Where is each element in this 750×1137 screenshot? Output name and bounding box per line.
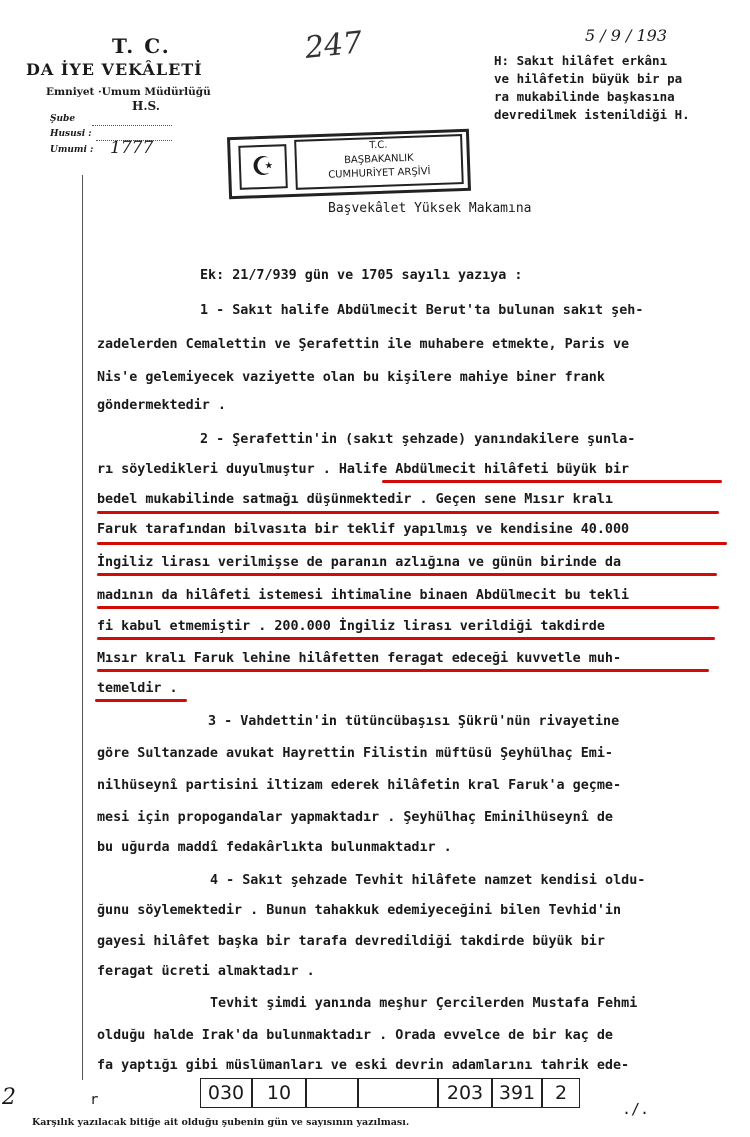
subject-block — [494, 52, 744, 124]
header-tc: T. C. — [112, 34, 171, 58]
body-line: Faruk tarafından bilvasıta bir teklif yapılmış ve kendisine 40.000 — [97, 522, 630, 537]
field-umumi-label: Umumi : — [50, 145, 94, 155]
body-line: fa yaptığı gibi müslümanları ve eski devrin adamlarını tahrik ede- — [97, 1058, 630, 1073]
body-line: 2 - Şerafettin'in (sakıt şehzade) yanındakilere şunla- — [200, 432, 636, 447]
recipient: Başvekâlet Yüksek Makamına — [328, 201, 532, 216]
ministry-name: DA İYE VEKÂLETİ — [26, 60, 203, 79]
reference-box — [358, 1078, 438, 1108]
margin-mark: r — [90, 1092, 99, 1108]
body-line: madının da hilâfeti istemesi ihtimaline binaen Abdülmecit bu tekli — [97, 588, 630, 603]
subject-line: devredilmek istenildiği H. — [494, 107, 690, 122]
red-underline — [97, 637, 715, 640]
archive-stamp — [227, 129, 471, 199]
field-husus-label: Hususi : — [50, 129, 92, 139]
body-line: 3 - Vahdettin'in tütüncübaşısı Şükrü'nün rivayetine — [208, 714, 620, 729]
body-line: 1 - Sakıt halife Abdülmecit Berut'ta bulunan sakıt şeh- — [200, 303, 644, 318]
reference-box: 10 — [252, 1078, 306, 1108]
body-line: Tevhit şimdi yanında meşhur Çercilerden Mustafa Fehmi — [210, 996, 638, 1011]
field-sube-label: Şube — [50, 114, 76, 124]
reference-box: 2 — [542, 1078, 580, 1108]
umumi-number: 1777 — [110, 138, 154, 158]
body-line: bedel mukabilinde satmağı düşünmektedir . Geçen sene Mısır kralı — [97, 492, 613, 507]
body-line: fi kabul etmemiştir . 200.000 İngiliz lirası verildiği takdirde — [97, 619, 605, 634]
red-underline — [95, 699, 187, 702]
subject-line: ve hilâfetin büyük bir pa — [494, 71, 683, 86]
field-sube-line — [92, 125, 172, 126]
body-line: olduğu halde Irak'da bulunmaktadır . Orada evvelce de bir kaç de — [97, 1028, 613, 1043]
body-line: rı söyledikleri duyulmuştur . Halife Abdülmecit hilâfeti büyük bir — [97, 462, 630, 477]
directorate-name: Emniyet ·Umum Müdürlüğü — [46, 86, 211, 98]
continuation-mark: ./. — [622, 1100, 650, 1118]
body-line: Ek: 21/7/939 gün ve 1705 sayılı yazıya : — [200, 268, 523, 283]
body-line: ğunu söylemektedir . Bunun tahakkuk edemiyeceğini bilen Tevhid'in — [97, 903, 622, 918]
body-line: İngiliz lirası verilmişse de paranın azlığına ve günün birinde da — [97, 555, 622, 570]
archive-stamp-text — [294, 134, 464, 190]
reference-box: 203 — [438, 1078, 492, 1108]
body-line: göndermektedir . — [97, 398, 226, 413]
reference-box — [306, 1078, 358, 1108]
body-line: zadelerden Cemalettin ve Şerafettin ile muhabere etmekte, Paris ve — [97, 337, 630, 352]
crescent-star-icon: ☪ — [238, 144, 288, 190]
red-underline — [97, 573, 717, 576]
body-line: 4 - Sakıt şehzade Tevhit hilâfete namzet kendisi oldu- — [210, 873, 646, 888]
red-underline — [97, 606, 719, 609]
document-date: 5 / 9 / 193 — [585, 26, 668, 45]
body-line: Mısır kralı Faruk lehine hilâfetten feragat edeceği kuvvetle muh- — [97, 651, 622, 666]
body-line: nilhüseynî partisini iltizam ederek hilâfetin kral Faruk'a geçme- — [97, 778, 622, 793]
red-underline — [382, 480, 722, 483]
body-line: temeldir . — [97, 681, 178, 696]
stamp-line: T.C. — [369, 139, 388, 152]
red-underline — [97, 542, 727, 545]
margin-mark: 2 — [2, 1085, 16, 1110]
reference-box: 391 — [492, 1078, 542, 1108]
body-line: göre Sultanzade avukat Hayrettin Filistin müftüsü Şeyhülhaç Emi- — [97, 746, 613, 761]
body-line: gayesi hilâfet başka bir tarafa devredildiği takdirde büyük bir — [97, 934, 605, 949]
reference-box: 030 — [200, 1078, 252, 1108]
margin-rule — [82, 175, 83, 1080]
body-line: bu uğurda maddî fedakârlıkta bulunmaktadır . — [97, 840, 452, 855]
red-underline — [97, 669, 709, 672]
red-underline — [97, 511, 719, 514]
subject-line: H: Sakıt hilâfet erkânı — [494, 53, 668, 68]
footer-note: Karşılık yazılacak bitiğe ait olduğu şubenin gün ve sayısının yazılması. — [32, 1117, 410, 1128]
subject-line: ra mukabilinde başkasına — [494, 89, 675, 104]
handwritten-number: 247 — [303, 25, 364, 66]
body-line: feragat ücreti almaktadır . — [97, 964, 315, 979]
archive-reference-boxes — [200, 1078, 580, 1108]
body-line: mesi için propogandalar yapmaktadır . Şeyhülhaç Eminilhüseynî de — [97, 810, 613, 825]
section-code: H.S. — [132, 99, 160, 113]
stamp-line: CUMHURİYET ARŞİVİ — [328, 166, 431, 181]
stamp-line: BAŞBAKANLIK — [343, 152, 414, 167]
body-line: Nis'e gelemiyecek vaziyette olan bu kişilere mahiye biner frank — [97, 370, 605, 385]
